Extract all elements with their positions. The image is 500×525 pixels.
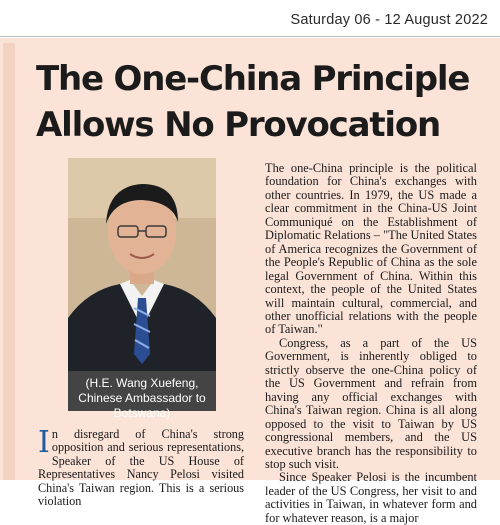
page-header xyxy=(0,0,500,38)
body-paragraph-1: The one-China principle is the political foundation for China's exchanges with other countries. In 1979, the US made a clear commitment in the China-US Joint Communiqué on the Establishment of Diplomatic Relations – "The United States of America recognizes the Government of the People's Republic of China as the sole legal Government of China. Within this context, the people of the United States will maintain cultural, commercial, and other unofficial relations with the people of Taiwan." xyxy=(265,161,477,337)
panel-edge xyxy=(3,43,15,480)
photo-caption: (H.E. Wang Xuefeng, Chinese Ambassador to Botswana) xyxy=(68,371,216,411)
lead-paragraph: n disregard of China's strong opposition and serious representations, Speaker of the US House of Representatives Nancy Pelosi visited China's Taiwan region. This is a serious violation xyxy=(38,427,244,509)
headline-line-1: The One-China Principle xyxy=(36,59,470,99)
article-headline xyxy=(36,56,486,148)
article-body-column xyxy=(265,162,477,525)
article-lead-column xyxy=(38,425,244,509)
issue-date: Saturday 06 - 12 August 2022 xyxy=(290,12,488,28)
body-paragraph-2: Congress, as a part of the US Government, is inherently obliged to strictly observe the one-China policy of the US Government and refrain from having any official exchanges with China's Taiwan region. China is all along opposed to the visit to Taiwan by US congressional members, and the US executive branch has the responsibility to stop such visit. xyxy=(265,335,477,471)
drop-cap: I xyxy=(38,425,50,460)
headline-line-2: Allows No Provocation xyxy=(36,105,441,145)
header-divider xyxy=(0,36,500,37)
ambassador-photo xyxy=(68,158,216,371)
body-paragraph-3: Since Speaker Pelosi is the incumbent leader of the US Congress, her visit to and activities in Taiwan, in whatever form and for whatever reason, is a major xyxy=(265,470,477,525)
portrait-illustration xyxy=(68,158,216,371)
